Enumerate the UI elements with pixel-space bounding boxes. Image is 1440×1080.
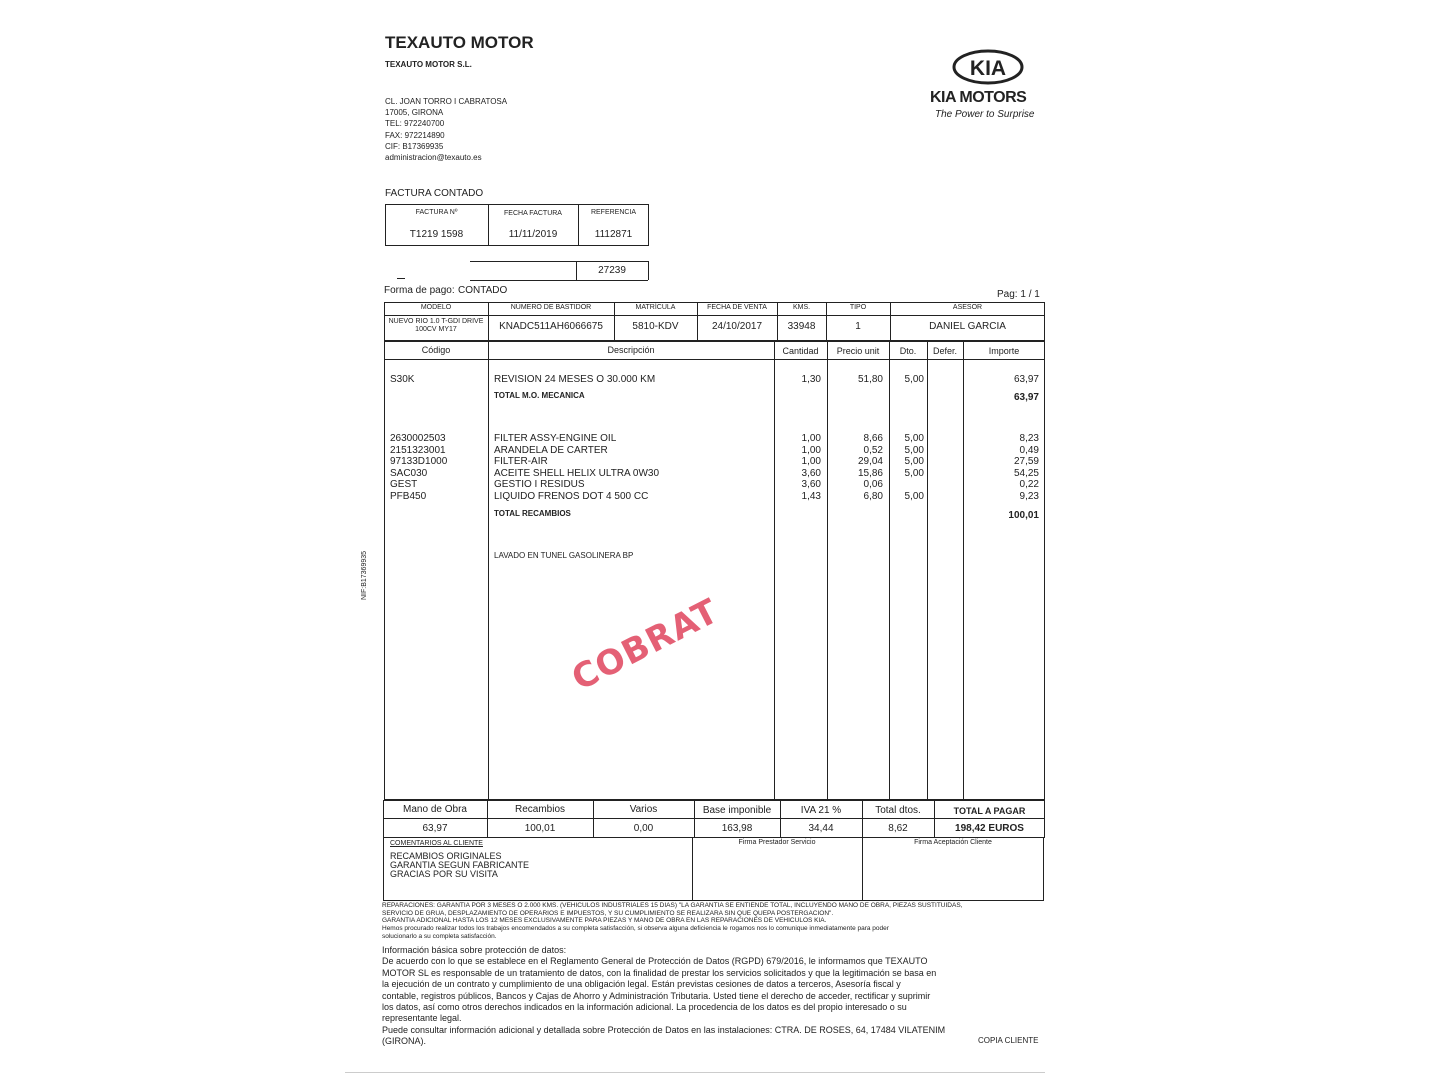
kia-logo	[952, 49, 1024, 85]
lines-header-discount: Dto.	[899, 346, 917, 356]
vehicle-header-vin: NÚMERO DE BASTIDOR	[510, 304, 592, 311]
comments-title: COMENTARIOS AL CLIENTE	[390, 840, 483, 847]
page-edge-line	[345, 1072, 1045, 1073]
vehicle-header-model: MODELO	[420, 304, 452, 311]
comments-lines	[390, 852, 529, 879]
labor-total: 63,97	[1013, 392, 1039, 403]
part-qty: 3,60	[801, 479, 821, 490]
vehicle-kms: 33948	[787, 321, 816, 332]
address-line: administracion@texauto.es	[385, 153, 482, 163]
part-discount: 5,00	[904, 467, 924, 479]
part-code: 2630002503	[390, 433, 446, 444]
parts-total: 100,01	[1008, 510, 1039, 521]
copy-label: COPIA CLIENTE	[978, 1036, 1039, 1045]
part-discount	[889, 479, 924, 491]
totals-label-vat: IVA 21 %	[800, 805, 842, 816]
part-discount: 5,00	[904, 456, 924, 467]
labor-total-label: TOTAL M.O. MECANICA	[494, 391, 585, 400]
lines-header-description: Descripción	[607, 345, 655, 355]
privacy-line: Información básica sobre protección de datos:	[382, 945, 567, 955]
totals-discounts: 8,62	[888, 823, 908, 834]
invoice-reference: 1112871	[594, 229, 633, 240]
privacy-line: contable, registros públicos, Bancos y Cajas de Ahorro y Administración Tributaria. Usted tiene el derecho de acceder, rectificar y suprimir	[382, 990, 931, 1001]
totals-label-total: TOTAL A PAGAR	[953, 806, 1026, 816]
part-description: FILTER ASSY-ENGINE OIL	[494, 433, 617, 444]
labor-description: REVISION 24 MESES O 30.000 KM	[494, 374, 656, 385]
part-description: GESTIO I RESIDUS	[494, 479, 585, 490]
part-price: 15,86	[857, 467, 883, 479]
vehicle-plate: 5810-KDV	[632, 321, 679, 332]
labor-qty: 1,30	[801, 374, 821, 385]
part-qty: 1,00	[801, 433, 821, 444]
part-code: PFB450	[390, 490, 427, 502]
part-price: 29,04	[857, 456, 883, 467]
page-number: Pag: 1 / 1	[997, 289, 1040, 300]
parts-qtys	[774, 433, 821, 502]
invoice-number: T1219 1598	[409, 229, 464, 240]
part-description: ACEITE SHELL HELIX ULTRA 0W30	[494, 467, 660, 479]
part-description: FILTER-AIR	[494, 456, 548, 467]
part-code: 2151323001	[390, 444, 446, 456]
part-qty: 1,00	[801, 456, 821, 467]
totals-labor: 63,97	[422, 823, 448, 834]
signature-provider-label: Firma Prestador Servicio	[738, 839, 816, 846]
address-line: 17005, GIRONA	[385, 108, 444, 118]
part-description: LIQUIDO FRENOS DOT 4 500 CC	[494, 490, 649, 502]
comment-line: RECAMBIOS ORIGINALES	[390, 851, 502, 861]
part-amount: 8,23	[1019, 433, 1039, 444]
vehicle-sale-date: 24/10/2017	[711, 321, 763, 332]
vehicle-header-sale-date: FECHA DE VENTA	[707, 304, 767, 311]
part-discount: 5,00	[904, 433, 924, 444]
labor-amount: 63,97	[1013, 374, 1039, 385]
payment-value: CONTADO	[458, 285, 508, 296]
totals-vat: 34,44	[808, 823, 834, 834]
privacy-text	[382, 945, 1044, 1048]
totals-misc: 0,00	[633, 823, 654, 834]
totals-base: 163,98	[721, 823, 753, 834]
privacy-line: la ejecución de un contrato y cumplimiento de una obligación legal. Están previstas cesiones de datos a terceros, Asesoría fiscal y	[382, 979, 901, 990]
invoice-date-header: FECHA FACTURA	[504, 210, 562, 217]
payment-label: Forma de pago:	[384, 285, 455, 296]
company-name: TEXAUTO MOTOR	[385, 33, 534, 52]
part-price: 0,52	[863, 444, 883, 456]
vehicle-header-plate: MATRÍCULA	[635, 304, 676, 311]
part-code: GEST	[390, 479, 418, 490]
part-code: 97133D1000	[390, 456, 448, 467]
vehicle-header-kms: KMS.	[792, 304, 811, 311]
totals-label-discounts: Total dtos.	[875, 805, 921, 816]
lines-header-qty: Cantidad	[782, 346, 819, 356]
parts-prices	[827, 433, 883, 502]
warranty-line: GARANTIA ADICIONAL HASTA LOS 12 MESES EXCLUSIVAMENTE PARA PIEZAS Y MANO DE OBRA EN LAS REPARACIONES DE VEHICULOS KIA.	[382, 917, 827, 925]
privacy-line: Puede consultar información adicional y detallada sobre Protección de Datos en las instalaciones: CTRA. DE ROSES, 64, 17484 VILATENIM	[382, 1024, 946, 1035]
labor-code: S30K	[390, 374, 415, 385]
privacy-line: los datos, así como otros derechos indicados en la información adicional. La procedencia de los datos es del propio interesado o su	[382, 1002, 907, 1013]
part-description: ARANDELA DE CARTER	[494, 444, 608, 456]
warranty-line: solucionarlo a su completa satisfacción.	[382, 932, 497, 940]
invoice-reference-header: REFERENCIA	[590, 209, 637, 216]
parts-codes	[390, 433, 447, 502]
parts-discounts	[889, 433, 924, 502]
part-amount: 9,23	[1019, 490, 1039, 502]
warranty-line: REPARACIONES: GARANTIA POR 3 MESES O 2.000 KMS. (VEHICULOS INDUSTRIALES 15 DIAS) "LA GARANTIA SE ENTIENDE TOTAL, INCLUYENDO MANO DE OBRA, PIEZAS SUSTITUIDAS,	[382, 902, 963, 909]
part-amount: 27,59	[1013, 456, 1039, 467]
comment-line: GARANTIA SEGUN FABRICANTE	[390, 860, 530, 870]
address-line: FAX: 972214890	[385, 130, 445, 140]
totals-label-misc: Varios	[629, 804, 658, 815]
invoice-type: FACTURA CONTADO	[385, 188, 484, 199]
parts-descriptions	[494, 433, 659, 502]
vehicle-advisor: DANIEL GARCIA	[929, 321, 1006, 332]
totals-label-base: Base imponible	[702, 805, 772, 816]
side-nif-text: NIF:B17369935	[361, 550, 369, 601]
company-legal-name: TEXAUTO MOTOR S.L.	[385, 60, 472, 69]
totals-label-labor: Mano de Obra	[403, 804, 467, 815]
stamp-text: COBRAT	[565, 591, 726, 699]
vehicle-header-advisor: ASESOR	[952, 304, 983, 311]
vehicle-model-line: NUEVO RIO 1.0 T-GDI DRIVE	[388, 318, 484, 325]
vehicle-vin: KNADC511AH6066675	[499, 321, 603, 332]
parts-amounts	[963, 433, 1039, 502]
part-price: 8,66	[863, 433, 883, 444]
lines-header-defer: Defer.	[932, 346, 957, 356]
brand-slogan: The Power to Surprise	[935, 109, 1035, 120]
part-discount: 5,00	[904, 490, 924, 502]
parts-total-label: TOTAL RECAMBIOS	[494, 509, 571, 518]
part-qty: 1,43	[801, 490, 821, 502]
invoice-extra-value: 27239	[598, 265, 626, 276]
privacy-line: (GIRONA).	[382, 1036, 426, 1047]
warranty-text	[382, 902, 1044, 941]
lines-table	[384, 340, 1045, 800]
privacy-line: De acuerdo con lo que se establece en el Reglamento General de Protección de Datos (RGPD) 679/2016, le informamos que TEXAUTO	[382, 956, 928, 967]
address-line: CL. JOAN TORRO I CABRATOSA	[385, 97, 508, 106]
address-line: CIF: B17369935	[385, 141, 444, 151]
labor-discount: 5,00	[904, 374, 924, 385]
part-price: 6,80	[863, 490, 883, 502]
vehicle-tipo: 1	[855, 321, 861, 332]
totals-label-parts: Recambios	[514, 804, 566, 815]
vehicle-model-line: 100CV MY17	[415, 326, 457, 333]
part-price: 0,06	[863, 479, 883, 490]
part-amount: 0,22	[1019, 479, 1039, 490]
privacy-line: MOTOR SL es responsable de un tratamiento de datos, con la finalidad de prestar los servicios solicitados y que la legitimación se basa en	[382, 967, 937, 978]
totals-amount-due: 198,42 EUROS	[955, 823, 1024, 834]
lines-header-price: Precio unit	[836, 346, 880, 356]
brand-name: KIA MOTORS	[930, 89, 1027, 106]
warranty-line: Hemos procurado realizar todos los trabajos encomendados a su completa satisfacción, si observa alguna deficiencia le rogamos nos lo comunique inmediatamente para poder	[382, 925, 889, 933]
company-address	[385, 96, 507, 163]
service-note: LAVADO EN TUNEL GASOLINERA BP	[494, 551, 634, 560]
lines-header-code: Código	[421, 345, 451, 355]
totals-parts: 100,01	[524, 823, 556, 834]
vehicle-header-tipo: TIPO	[849, 304, 867, 311]
invoice-number-header: FACTURA Nº	[415, 209, 458, 216]
lines-header-amount: Importe	[988, 346, 1020, 356]
address-line: TEL: 972240700	[385, 119, 445, 129]
part-amount: 0,49	[1019, 444, 1039, 456]
warranty-line: SERVICIO DE GRUA, DESPLAZAMIENTO DE OPERARIOS E IMPUESTOS, Y SU CUMPLIMIENTO SE REALIZARA SIN QUE QUEPA POSTERGACION".	[382, 909, 834, 917]
part-code: SAC030	[390, 467, 428, 479]
privacy-line: representante legal.	[382, 1013, 462, 1024]
kia-logo-text: KIA	[969, 57, 1007, 80]
comment-line: GRACIAS POR SU VISITA	[390, 869, 498, 879]
invoice-date: 11/11/2019	[508, 229, 558, 240]
part-qty: 3,60	[801, 467, 821, 479]
part-amount: 54,25	[1013, 467, 1039, 479]
vehicle-model	[384, 318, 488, 334]
part-discount: 5,00	[904, 444, 924, 456]
part-qty: 1,00	[801, 444, 821, 456]
labor-price: 51,80	[857, 374, 883, 385]
signature-client-label: Firma Aceptación Cliente	[914, 839, 992, 846]
